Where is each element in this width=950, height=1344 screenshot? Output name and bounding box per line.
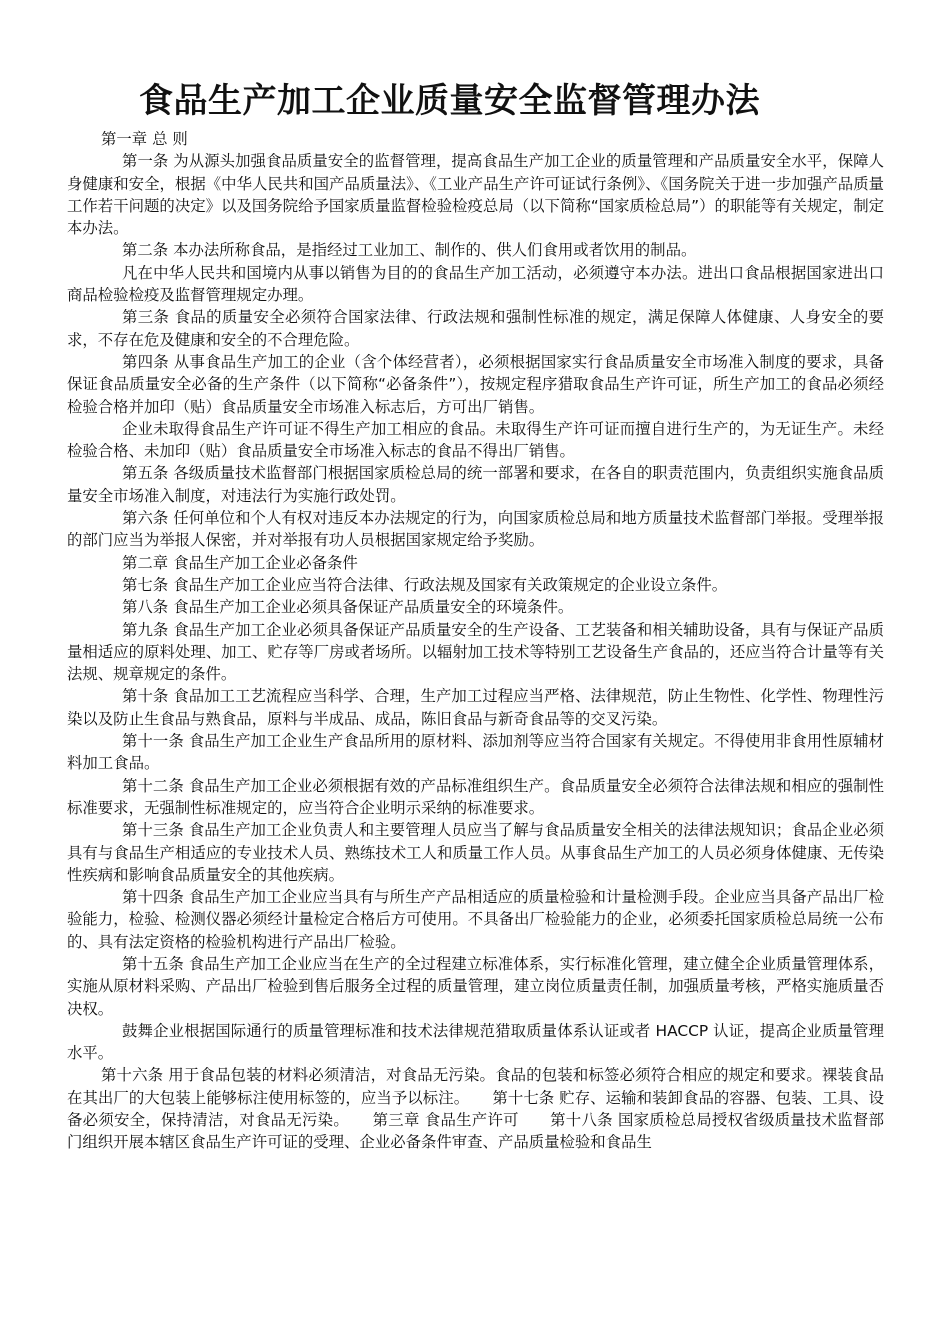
document-paragraph: 第三条 食品的质量安全必须符合国家法律、行政法规和强制性标准的规定，满足保障人体健康、人身安全的要求，不存在危及健康和安全的不合理危险。	[67, 308, 884, 349]
document-body	[67, 128, 884, 1154]
document-paragraph: 第四条 从事食品生产加工的企业（含个体经营者），必须根据国家实行食品质量安全市场准入制度的要求，具备保证食品质量安全必备的生产条件（以下简称“必备条件”），按规定程序猎取食品生产许可证，所生产加工的食品必须经检验合格并加印（贴）食品质量安全市场准入标志后，方可出厂销售。	[67, 352, 884, 416]
document-paragraph: 第十六条 用于食品包装的材料必须清洁，对食品无污染。食品的包装和标签必须符合相应的规定和要求。裸装食品在其出厂的大包装上能够标注使用标签的，应当予以标注。 第十七条 贮存、运输和装卸食品的容器、包装、工具、设备必须安全，保持清洁，对食品无污染。 第三章 食品生产许可 第十八条 国家质检总局授权省级质量技术监督部门组织开展本辖区食品生产许可证的受理、企业必备条件审查、产品质量检验和食品生	[67, 1066, 884, 1152]
document-paragraph: 第八条 食品生产加工企业必须具备保证产品质量安全的环境条件。	[122, 598, 574, 617]
document-paragraph: 第十三条 食品生产加工企业负责人和主要管理人员应当了解与食品质量安全相关的法律法规知识；食品企业必须具有与食品生产相适应的专业技术人员、熟练技术工人和质量工作人员。从事食品生产加工的人员必须身体健康、无传染性疾病和影响食品质量安全的其他疾病。	[67, 821, 884, 884]
document-paragraph: 第七条 食品生产加工企业应当符合法律、行政法规及国家有关政策规定的企业设立条件。	[122, 575, 728, 594]
document-paragraph: 第十条 食品加工工艺流程应当科学、合理，生产加工过程应当严格、法律规范，防止生物性、化学性、物理性污染以及防止生食品与熟食品，原料与半成品、成品，陈旧食品与新奇食品等的交叉污染。	[67, 687, 884, 728]
document-paragraph: 第十五条 食品生产加工企业应当在生产的全过程建立标准体系，实行标准化管理，建立健全企业质量管理体系，实施从原材料采购、产品出厂检验到售后服务全过程的质量管理，建立岗位质量责任制，加强质量考核，严格实施质量否决权。	[67, 954, 884, 1018]
document-paragraph: 第十四条 食品生产加工企业应当具有与所生产产品相适应的质量检验和计量检测手段。企业应当具备产品出厂检验能力，检验、检测仪器必须经计量检定合格后方可使用。不具备出厂检验能力的企业，必须委托国家质检总局统一公布的、具有法定资格的检验机构进行产品出厂检验。	[67, 888, 884, 951]
document-paragraph: 第二条 本办法所称食品，是指经过工业加工、制作的、供人们食用或者饮用的制品。	[122, 241, 697, 260]
document-paragraph: 第六条 任何单位和个人有权对违反本办法规定的行为，向国家质检总局和地方质量技术监督部门举报。受理举报的部门应当为举报人保密，并对举报有功人员根据国家规定给予奖励。	[67, 509, 884, 550]
document-paragraph: 第十二条 食品生产加工企业必须根据有效的产品标准组织生产。食品质量安全必须符合法律法规和相应的强制性标准要求，无强制性标准规定的，应当符合企业明示采纳的标准要求。	[67, 776, 884, 817]
document-paragraph: 凡在中华人民共和国境内从事以销售为目的的食品生产加工活动，必须遵守本办法。进出口食品根据国家进出口商品检验检疫及监督管理规定办理。	[67, 263, 884, 305]
document-title: 食品生产加工企业质量安全监督管理办法	[139, 81, 760, 121]
document-paragraph: 企业未取得食品生产许可证不得生产加工相应的食品。未取得生产许可证而擅自进行生产的，为无证生产。未经检验合格、未加印（贴）食品质量安全市场准入标志的食品不得出厂销售。	[67, 419, 884, 461]
document-paragraph: 第二章 食品生产加工企业必备条件	[122, 553, 358, 572]
chapter-heading: 第一章 总 则	[101, 130, 188, 148]
document-paragraph: 第五条 各级质量技术监督部门根据国家质检总局的统一部署和要求，在各自的职责范围内，负责组织实施食品质量安全市场准入制度，对违法行为实施行政处罚。	[67, 464, 884, 505]
document-paragraph: 第一条 为从源头加强食品质量安全的监督管理，提高食品生产加工企业的质量管理和产品质量安全水平，保障人身健康和安全，根据《中华人民共和国产品质量法》、《工业产品生产许可证试行条例》、《国务院关于进一步加强产品质量工作若干问题的决定》以及国务院给予国家质量监督检验检疫总局（以下简称“国家质检总局”）的职能等有关规定，制定本办法。	[67, 152, 884, 238]
document-paragraph: 第九条 食品生产加工企业必须具备保证产品质量安全的生产设备、工艺装备和相关辅助设备，具有与保证产品质量相适应的原料处理、加工、贮存等厂房或者场所。以辐射加工技术等特别工艺设备生产食品的，还应当符合计量等有关法规、规章规定的条件。	[67, 620, 884, 684]
document-paragraph: 第十一条 食品生产加工企业生产食品所用的原材料、添加剂等应当符合国家有关规定。不得使用非食用性原辅材料加工食品。	[67, 732, 884, 773]
document-paragraph: 鼓舞企业根据国际通行的质量管理标准和技术法律规范猎取质量体系认证或者 HACCP 认证，提高企业质量管理水平。	[67, 1021, 884, 1063]
